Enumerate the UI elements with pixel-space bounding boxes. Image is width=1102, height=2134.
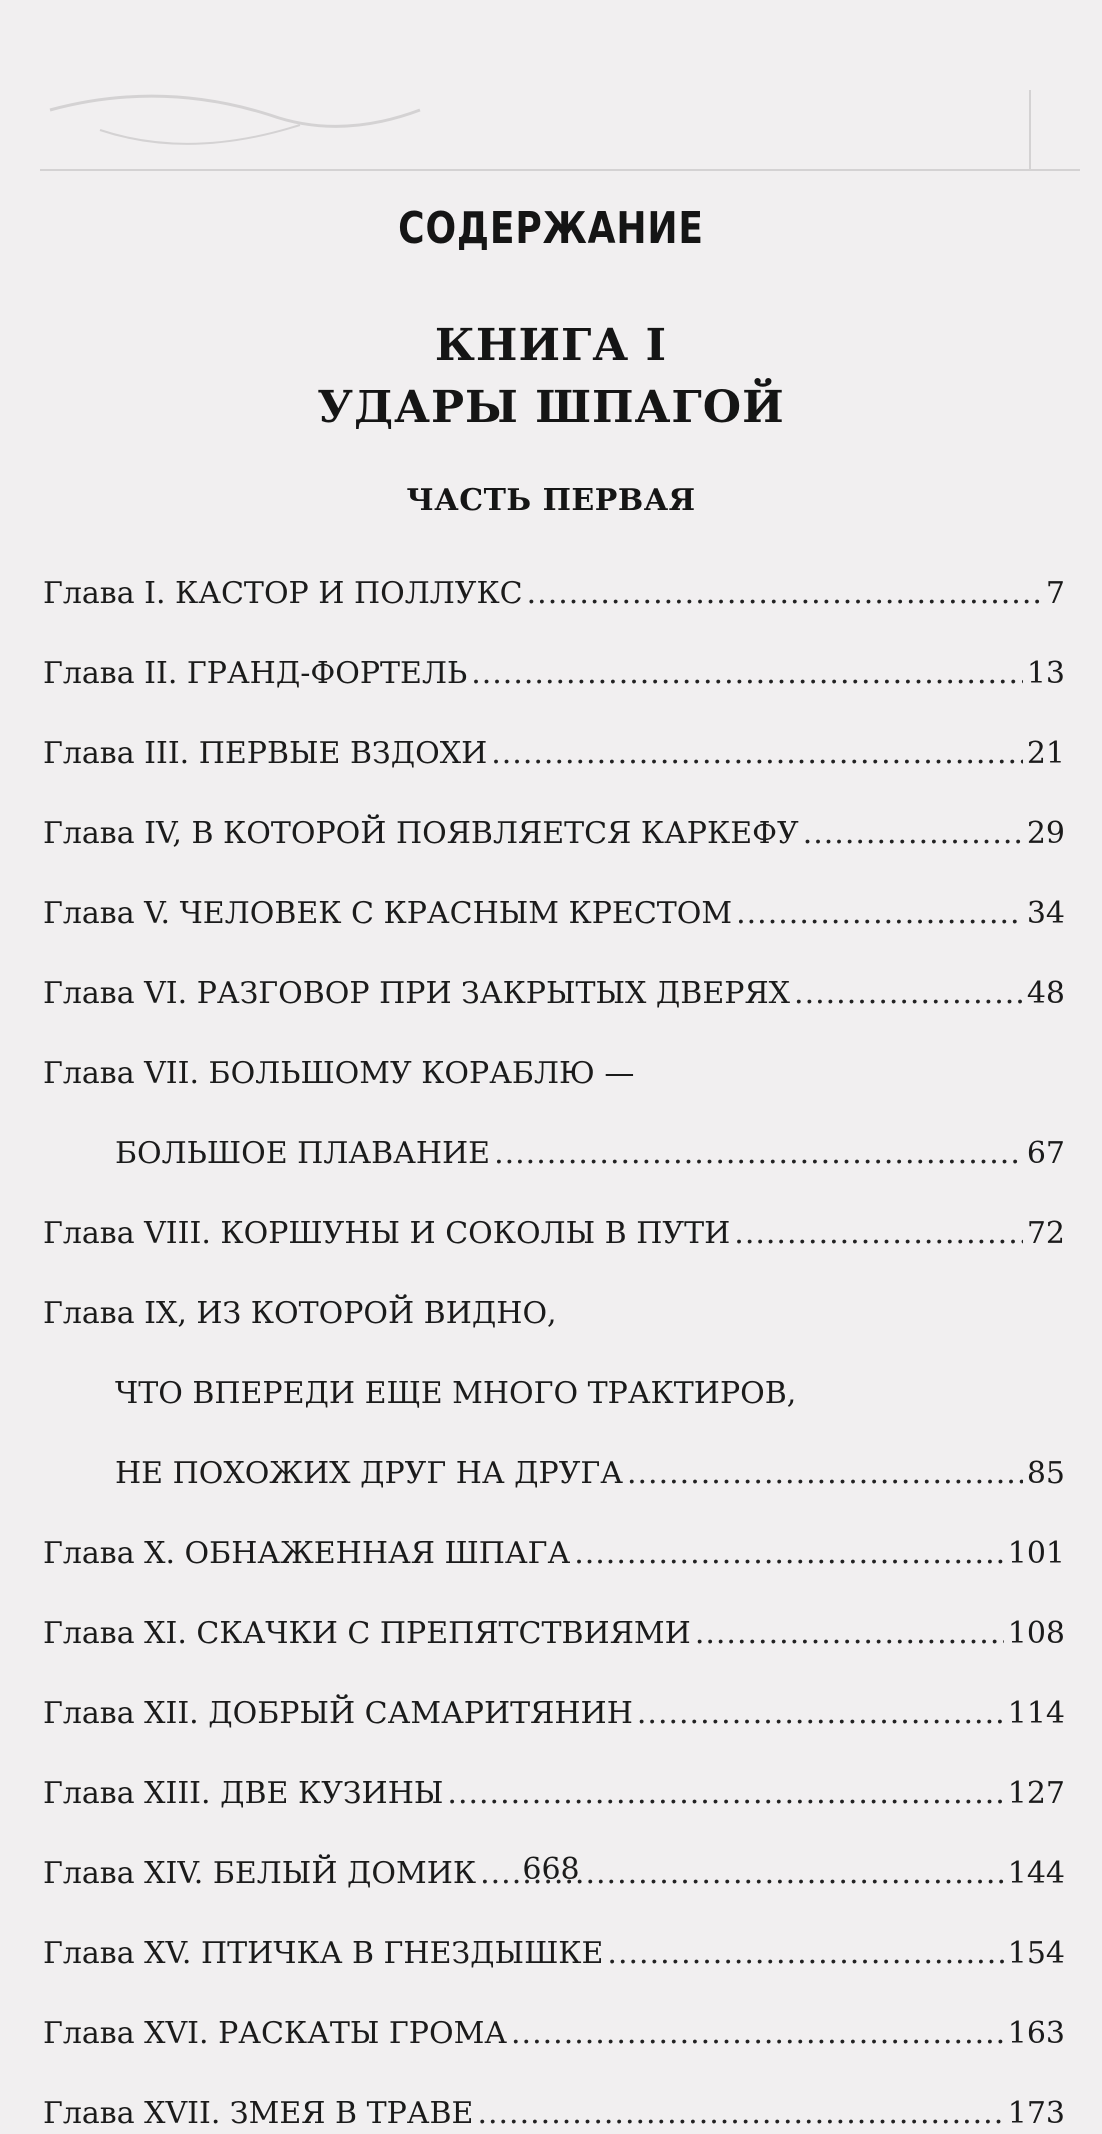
toc-entry[interactable] [43, 1934, 1065, 1974]
chapter-title: Глава XIV. БЕЛЫЙ ДОМИК [43, 1856, 477, 1891]
page-number: 668 [522, 1852, 580, 1887]
chapter-page-number: 29 [1026, 816, 1065, 851]
chapter-title: Глава XII. ДОБРЫЙ САМАРИТЯНИН [43, 1696, 633, 1731]
toc-entry[interactable] [43, 1614, 1065, 1654]
leader-dots [637, 1694, 1004, 1734]
leader-dots [574, 1534, 1004, 1574]
chapter-page-number: 163 [1007, 2016, 1065, 2051]
chapter-title: Глава XVI. РАСКАТЫ ГРОМА [43, 2016, 508, 2051]
chapter-title: Глава XVII. ЗМЕЯ В ТРАВЕ [43, 2096, 474, 2131]
chapter-title: Глава XV. ПТИЧКА В ГНЕЗДЫШКЕ [43, 1936, 604, 1971]
toc-entry[interactable] [43, 1694, 1065, 1734]
chapter-title: Глава I. КАСТОР И ПОЛЛУКС [43, 576, 523, 611]
bleed-through-ornament [40, 70, 1080, 180]
chapter-page-number: 173 [1007, 2096, 1065, 2131]
chapter-page-number: 34 [1026, 896, 1065, 931]
chapter-title: Глава XI. СКАЧКИ С ПРЕПЯТСТВИЯМИ [43, 1616, 691, 1651]
toc-entry[interactable] [115, 1454, 1065, 1494]
toc-entry[interactable] [43, 974, 1065, 1014]
chapter-page-number: 154 [1007, 1936, 1065, 1971]
book-subtitle: УДАРЫ ШПАГОЙ [317, 382, 785, 433]
leader-dots [736, 894, 1023, 934]
leader-dots [803, 814, 1023, 854]
toc-entry[interactable] [43, 2014, 1065, 2054]
chapter-title: Глава XIII. ДВЕ КУЗИНЫ [43, 1776, 444, 1811]
toc-entry[interactable] [43, 814, 1065, 854]
leader-dots [527, 574, 1042, 614]
leader-dots [471, 654, 1023, 694]
chapter-page-number: 21 [1026, 736, 1065, 771]
toc-entry[interactable] [43, 574, 1065, 614]
leader-dots [627, 1454, 1023, 1494]
chapter-page-number: 72 [1026, 1216, 1065, 1251]
part-title: ЧАСТЬ ПЕРВАЯ [406, 483, 696, 518]
toc-entry[interactable] [43, 1774, 1065, 1814]
chapter-title: Глава IV, В КОТОРОЙ ПОЯВЛЯЕТСЯ КАРКЕФУ [43, 816, 799, 851]
chapter-page-number: 101 [1007, 1536, 1065, 1571]
leader-dots [607, 1934, 1003, 1974]
toc-entry[interactable] [43, 1214, 1065, 1254]
leader-dots [447, 1774, 1003, 1814]
chapter-title: Глава III. ПЕРВЫЕ ВЗДОХИ [43, 736, 488, 771]
chapter-title: БОЛЬШОЕ ПЛАВАНИЕ [115, 1136, 491, 1171]
leader-dots [494, 1134, 1023, 1174]
chapter-title: Глава V. ЧЕЛОВЕК С КРАСНЫМ КРЕСТОМ [43, 896, 733, 931]
toc-entry[interactable] [43, 1534, 1065, 1574]
toc-entry[interactable] [43, 2094, 1065, 2134]
chapter-title-line: Глава VII. БОЛЬШОМУ КОРАБЛЮ — [43, 1056, 635, 1091]
chapter-page-number: 67 [1026, 1136, 1065, 1171]
chapter-title: НЕ ПОХОЖИХ ДРУГ НА ДРУГА [115, 1456, 623, 1491]
chapter-title: Глава X. ОБНАЖЕННАЯ ШПАГА [43, 1536, 571, 1571]
leader-dots [477, 2094, 1003, 2134]
chapter-page-number: 85 [1026, 1456, 1065, 1491]
leader-dots [491, 734, 1023, 774]
toc-entry[interactable] [43, 894, 1065, 934]
chapter-title: Глава II. ГРАНД-ФОРТЕЛЬ [43, 656, 468, 691]
chapter-page-number: 127 [1007, 1776, 1065, 1811]
chapter-page-number: 13 [1026, 656, 1065, 691]
chapter-page-number: 114 [1007, 1696, 1065, 1731]
chapter-page-number: 108 [1007, 1616, 1065, 1651]
chapter-page-number: 144 [1007, 1856, 1065, 1891]
book-title: КНИГА I [434, 320, 668, 371]
leader-dots [695, 1614, 1004, 1654]
leader-dots [511, 2014, 1004, 2054]
chapter-title: Глава VIII. КОРШУНЫ И СОКОЛЫ В ПУТИ [43, 1216, 731, 1251]
chapter-page-number: 48 [1026, 976, 1065, 1011]
leader-dots [794, 974, 1023, 1014]
toc-entry[interactable] [43, 654, 1065, 694]
chapter-page-number: 7 [1045, 576, 1065, 611]
toc-entry[interactable] [43, 734, 1065, 774]
chapter-title-line: ЧТО ВПЕРЕДИ ЕЩЕ МНОГО ТРАКТИРОВ, [115, 1376, 797, 1411]
leader-dots [734, 1214, 1023, 1254]
toc-entry[interactable] [115, 1134, 1065, 1174]
contents-title: СОДЕРЖАНИЕ [398, 203, 704, 254]
chapter-title-line: Глава IX, ИЗ КОТОРОЙ ВИДНО, [43, 1296, 557, 1331]
chapter-title: Глава VI. РАЗГОВОР ПРИ ЗАКРЫТЫХ ДВЕРЯХ [43, 976, 791, 1011]
